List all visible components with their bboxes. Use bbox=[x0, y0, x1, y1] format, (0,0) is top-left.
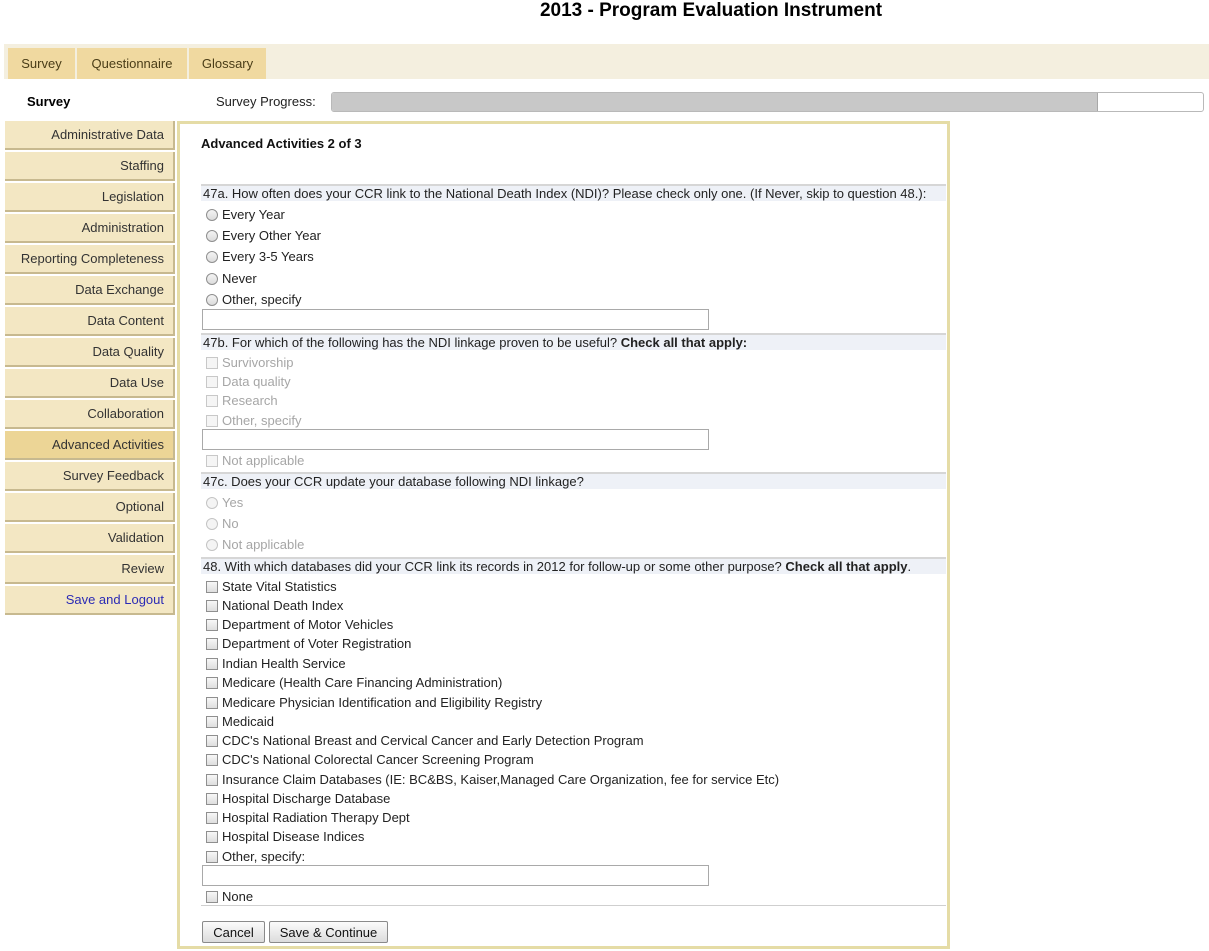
form-footer-divider bbox=[201, 905, 946, 906]
radio-button[interactable] bbox=[206, 209, 218, 221]
question-instruction: Check all that apply bbox=[785, 559, 908, 574]
sidebar-item-validation[interactable]: Validation bbox=[5, 524, 175, 553]
question-47a: 47a. How often does your CCR link to the National Death Index (NDI)? Please check only one. (If Never, skip to question 48.): bbox=[201, 184, 946, 201]
q48-option-state-vital-statistics[interactable] bbox=[206, 579, 337, 594]
checkbox[interactable] bbox=[206, 376, 218, 388]
page-title: 2013 - Program Evaluation Instrument bbox=[539, 0, 883, 21]
option-label: Indian Health Service bbox=[222, 656, 346, 671]
question-47b bbox=[201, 333, 946, 350]
sidebar-item-staffing[interactable]: Staffing bbox=[5, 152, 175, 181]
survey-form-panel bbox=[177, 121, 950, 949]
survey-section-label: Survey bbox=[27, 94, 71, 109]
option-label: Every Other Year bbox=[222, 228, 321, 243]
option-label: None bbox=[222, 889, 254, 904]
q48-option-insurance-claims[interactable] bbox=[206, 772, 779, 787]
checkbox[interactable] bbox=[206, 793, 218, 805]
question-47c: 47c. Does your CCR update your database following NDI linkage? bbox=[201, 472, 946, 489]
sidebar-item-save-and-logout[interactable]: Save and Logout bbox=[5, 586, 175, 615]
option-label: Not applicable bbox=[222, 537, 305, 552]
option-label: Insurance Claim Databases (IE: BC&BS, Kaiser,Managed Care Organization, fee for service Etc) bbox=[222, 772, 780, 787]
cancel-button[interactable]: Cancel bbox=[202, 921, 265, 943]
option-label: CDC's National Colorectal Cancer Screening Program bbox=[222, 752, 534, 767]
option-label: Medicare Physician Identification and Eligibility Registry bbox=[222, 695, 543, 710]
q47b-option-other[interactable] bbox=[206, 413, 301, 428]
q47a-option-never[interactable] bbox=[206, 271, 257, 286]
q48-option-voter-registration[interactable] bbox=[206, 636, 411, 651]
q48-option-medicare-hcfa[interactable] bbox=[206, 675, 502, 690]
checkbox[interactable] bbox=[206, 638, 218, 650]
q47a-option-every-3-5-years[interactable] bbox=[206, 249, 314, 264]
sidebar-item-administration[interactable]: Administration bbox=[5, 214, 175, 243]
q47a-option-every-other-year[interactable] bbox=[206, 228, 321, 243]
sidebar-item-data-quality[interactable]: Data Quality bbox=[5, 338, 175, 367]
option-label: State Vital Statistics bbox=[222, 579, 337, 594]
radio-button[interactable] bbox=[206, 518, 218, 530]
option-label: Every Year bbox=[222, 207, 285, 222]
option-label: Never bbox=[222, 271, 257, 286]
checkbox[interactable] bbox=[206, 812, 218, 824]
radio-button[interactable] bbox=[206, 497, 218, 509]
option-label: Hospital Radiation Therapy Dept bbox=[222, 810, 410, 825]
option-label: Department of Voter Registration bbox=[222, 636, 412, 651]
radio-button[interactable] bbox=[206, 294, 218, 306]
question-instruction: Check all that apply: bbox=[620, 335, 748, 350]
checkbox[interactable] bbox=[206, 600, 218, 612]
q47c-option-not-applicable[interactable] bbox=[206, 537, 304, 552]
checkbox[interactable] bbox=[206, 831, 218, 843]
sidebar bbox=[5, 121, 175, 617]
q47b-option-data-quality[interactable] bbox=[206, 374, 291, 389]
question-48 bbox=[201, 557, 946, 574]
option-label: No bbox=[222, 516, 239, 531]
sidebar-item-administrative-data[interactable]: Administrative Data bbox=[5, 121, 175, 150]
question-text-end: . bbox=[907, 559, 912, 574]
tab-survey[interactable]: Survey bbox=[8, 48, 75, 79]
sidebar-item-data-exchange[interactable]: Data Exchange bbox=[5, 276, 175, 305]
checkbox[interactable] bbox=[206, 754, 218, 766]
q48-option-dmv[interactable] bbox=[206, 617, 393, 632]
option-label: Yes bbox=[222, 495, 244, 510]
sidebar-item-collaboration[interactable]: Collaboration bbox=[5, 400, 175, 429]
checkbox[interactable] bbox=[206, 455, 218, 467]
q48-other-specify-input[interactable] bbox=[202, 865, 709, 886]
option-label: Department of Motor Vehicles bbox=[222, 617, 394, 632]
radio-button[interactable] bbox=[206, 539, 218, 551]
sidebar-item-optional[interactable]: Optional bbox=[5, 493, 175, 522]
checkbox[interactable] bbox=[206, 619, 218, 631]
q48-option-hospital-radiation[interactable] bbox=[206, 810, 410, 825]
option-label: Data quality bbox=[222, 374, 291, 389]
survey-progress-bar bbox=[331, 92, 1204, 112]
checkbox[interactable] bbox=[206, 581, 218, 593]
option-label: Survivorship bbox=[222, 355, 294, 370]
q47a-option-other[interactable] bbox=[206, 292, 301, 307]
q48-option-none[interactable] bbox=[206, 889, 253, 904]
checkbox[interactable] bbox=[206, 851, 218, 863]
top-navigation bbox=[4, 44, 1209, 79]
question-text: 48. With which databases did your CCR link its records in 2012 for follow-up or some other purpose? bbox=[203, 559, 786, 574]
radio-button[interactable] bbox=[206, 251, 218, 263]
checkbox[interactable] bbox=[206, 658, 218, 670]
option-label: Hospital Discharge Database bbox=[222, 791, 391, 806]
q48-option-indian-health-service[interactable] bbox=[206, 656, 346, 671]
q47a-option-every-year[interactable] bbox=[206, 207, 285, 222]
save-and-continue-button[interactable]: Save & Continue bbox=[269, 921, 388, 943]
checkbox[interactable] bbox=[206, 774, 218, 786]
tab-questionnaire[interactable]: Questionnaire bbox=[77, 48, 187, 79]
option-label: CDC's National Breast and Cervical Cancer and Early Detection Program bbox=[222, 733, 644, 748]
q48-option-national-death-index[interactable] bbox=[206, 598, 343, 613]
option-label: Medicare (Health Care Financing Administration) bbox=[222, 675, 503, 690]
q48-option-hospital-discharge[interactable] bbox=[206, 791, 390, 806]
option-label: Research bbox=[222, 393, 278, 408]
q47b-option-survivorship[interactable] bbox=[206, 355, 294, 370]
checkbox[interactable] bbox=[206, 735, 218, 747]
sidebar-item-legislation[interactable]: Legislation bbox=[5, 183, 175, 212]
checkbox[interactable] bbox=[206, 357, 218, 369]
checkbox[interactable] bbox=[206, 415, 218, 427]
sidebar-item-data-use[interactable]: Data Use bbox=[5, 369, 175, 398]
checkbox[interactable] bbox=[206, 677, 218, 689]
option-label: Every 3-5 Years bbox=[222, 249, 314, 264]
q47c-option-no[interactable] bbox=[206, 516, 239, 531]
checkbox[interactable] bbox=[206, 716, 218, 728]
checkbox[interactable] bbox=[206, 697, 218, 709]
q48-option-medicare-upin[interactable] bbox=[206, 695, 542, 710]
option-label: Medicaid bbox=[222, 714, 275, 729]
tab-glossary[interactable]: Glossary bbox=[189, 48, 266, 79]
sidebar-item-survey-feedback[interactable]: Survey Feedback bbox=[5, 462, 175, 491]
survey-progress-label: Survey Progress: bbox=[216, 94, 316, 109]
survey-progress-fill bbox=[332, 93, 1098, 111]
q47a-other-specify-input[interactable] bbox=[202, 309, 709, 330]
option-label: National Death Index bbox=[222, 598, 344, 613]
q47b-option-not-applicable[interactable] bbox=[206, 453, 304, 468]
q48-option-hospital-disease-indices[interactable] bbox=[206, 829, 364, 844]
question-text: 47b. For which of the following has the NDI linkage proven to be useful? bbox=[203, 335, 621, 350]
q48-option-nbccedp[interactable] bbox=[206, 733, 644, 748]
q48-option-medicaid[interactable] bbox=[206, 714, 274, 729]
q47c-option-yes[interactable] bbox=[206, 495, 243, 510]
option-label: Other, specify: bbox=[222, 849, 306, 864]
sidebar-item-data-content[interactable]: Data Content bbox=[5, 307, 175, 336]
sidebar-item-review[interactable]: Review bbox=[5, 555, 175, 584]
q47b-other-specify-input[interactable] bbox=[202, 429, 709, 450]
sidebar-item-reporting-completeness[interactable]: Reporting Completeness bbox=[5, 245, 175, 274]
option-label: Not applicable bbox=[222, 453, 305, 468]
option-label: Hospital Disease Indices bbox=[222, 829, 365, 844]
q48-option-crccp[interactable] bbox=[206, 752, 534, 767]
section-title: Advanced Activities 2 of 3 bbox=[201, 136, 362, 151]
radio-button[interactable] bbox=[206, 273, 218, 285]
checkbox[interactable] bbox=[206, 395, 218, 407]
sidebar-item-advanced-activities[interactable]: Advanced Activities bbox=[5, 431, 175, 460]
q47b-option-research[interactable] bbox=[206, 393, 278, 408]
radio-button[interactable] bbox=[206, 230, 218, 242]
option-label: Other, specify bbox=[222, 413, 302, 428]
option-label: Other, specify bbox=[222, 292, 302, 307]
checkbox[interactable] bbox=[206, 891, 218, 903]
q48-option-other[interactable] bbox=[206, 849, 305, 864]
